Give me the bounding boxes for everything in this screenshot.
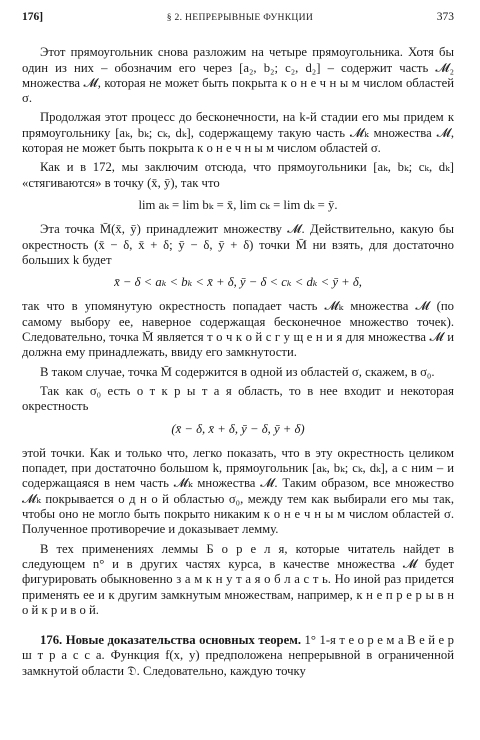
formula-inequalities: x̄ − δ < aₖ < bₖ < x̄ + δ, ȳ − δ < cₖ < dₖ < ȳ + δ, (114, 275, 362, 290)
paragraph-7: Так как σ₀ есть о т к р ы т а я область, то в нее входит и некоторая окрестность (22, 383, 454, 414)
section-body: 1° 1-я т е о р е м а В е й е р ш т р а с с а. Функция f(x, y) предположена непрерывной в ограниченной замкнутой области 𝔇. Следовательно, каждую точку (22, 633, 454, 678)
section-number-left: 176] (22, 11, 44, 23)
formula-limits: lim aₖ = lim bₖ = x̄, lim cₖ = lim dₖ = ȳ. (138, 197, 338, 212)
chapter-heading: § 2. НЕПРЕРЫВНЫЕ ФУНКЦИИ (166, 12, 314, 23)
paragraph-8: этой точки. Как и только что, легко показать, что в эту окрестность целиком попадет, при достаточно большом k, прямоугольник [aₖ, bₖ; cₖ, dₖ], а с ним – и содержащаяся в нем часть 𝓜ₖ множества 𝓜. Таким образом, все множество 𝓜ₖ покрывается о д н о й областью σ₀, между тем как выбирали его мы так, чтобы оно не могло быть покрыто никаким к о н е ч н ы м числом областей σ. Полученное противоречие и доказывает лемму. (22, 445, 454, 537)
paragraph-6: В таком случае, точка M̄ содержится в одной из областей σ, скажем, в σ₀. (40, 364, 435, 379)
section-title: 176. Новые доказательства основных теорем. (40, 633, 302, 648)
paragraph-1: Этот прямоугольник снова разложим на четыре прямоугольника. Хотя бы один из них – обозначим его через [a₂, b₂; c₂, d₂] – содержит часть 𝓜₂ множества 𝓜, которая не может быть покрыта к о н е ч н ы м числом областей σ. (22, 45, 454, 106)
page-number: 373 (436, 11, 454, 23)
paragraph-3: Как и в 172, мы заключим отсюда, что прямоугольники [aₖ, bₖ; cₖ, dₖ] «стягиваются» в точку (x̄, ȳ), так что (22, 160, 454, 190)
paragraph-4: Эта точка M̄(x̄, ȳ) принадлежит множеству 𝓜. Действительно, какую бы окрестность (x̄ − δ, x̄ + δ; ȳ − δ, ȳ + δ) точки M̄ ни взять, для достаточно больших k будет (22, 222, 454, 267)
paragraph-2: Продолжая этот процесс до бесконечности, на k-й стадии его мы придем к прямоугольнику [aₖ, bₖ; cₖ, dₖ], содержащему такую часть 𝓜ₖ множества 𝓜, которая не может быть покрыта к о н е ч н ы м числом областей σ. (22, 110, 454, 156)
formula-neighborhood: (x̄ − δ, x̄ + δ, ȳ − δ, ȳ + δ) (171, 421, 305, 436)
section-paragraph (22, 633, 454, 679)
page-header (22, 10, 454, 25)
paragraph-5: так что в упомянутую окрестность попадает часть 𝓜ₖ множества 𝓜 (по самому выбору ее, наверное содержащая бесконечное множество точек). Следовательно, точка M̄ является т о ч к о й с г у щ е н и я для множества 𝓜 и должна ему принадлежать, ввиду его замкнутости. (22, 299, 454, 360)
paragraph-9: В тех применениях леммы Б о р е л я, которые читатель найдет в следующем n° и в других частях курса, в качестве множества 𝓜 будет фигурировать обыкновенно з а м к н у т а я о б л а с т ь. Но иной раз придется применять ее и к другим замкнутым множествам, например, к н е п р е р ы в н о й к р и в о й. (22, 541, 454, 617)
